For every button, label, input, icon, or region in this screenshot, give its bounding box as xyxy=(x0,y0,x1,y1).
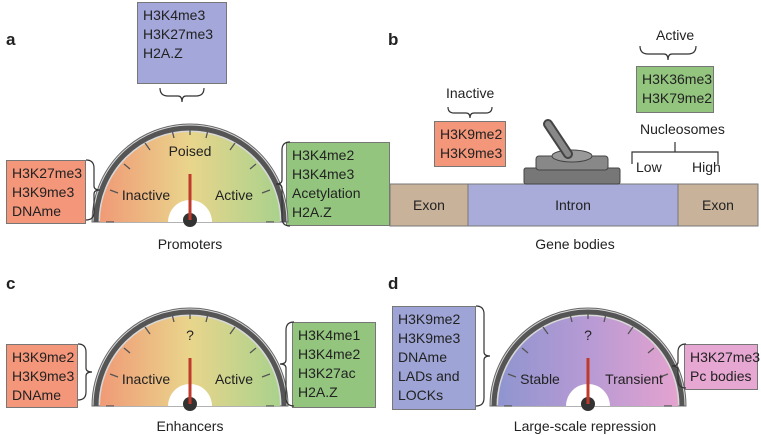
gauge-left-label: Stable xyxy=(520,371,560,387)
exon-left-label: Exon xyxy=(413,197,445,213)
active-label: Active xyxy=(656,27,695,43)
mark: H3K4me3 xyxy=(143,7,206,23)
mark: H2A.Z xyxy=(292,204,332,220)
mark: DNAme xyxy=(398,349,448,365)
gauge-right-label: Active xyxy=(214,187,254,203)
gauge-left-label: Inactive xyxy=(121,371,171,387)
mark: H2A.Z xyxy=(143,45,183,61)
gauge-top-label: Poised xyxy=(168,143,212,159)
gauge-right-label: Active xyxy=(214,371,254,387)
panel-letter-b: b xyxy=(388,30,399,49)
enhancers-caption: Enhancers xyxy=(156,418,224,434)
intron-label: Intron xyxy=(555,197,591,213)
mark: H3K9me3 xyxy=(440,145,503,161)
mark: H3K9me2 xyxy=(398,311,461,327)
high-label: High xyxy=(692,159,721,175)
panel-letter-c: c xyxy=(6,274,16,293)
mark: H2A.Z xyxy=(298,384,338,400)
inactive-label: Inactive xyxy=(446,85,495,101)
mark: H3K79me2 xyxy=(642,90,713,106)
mark: H3K4me1 xyxy=(298,327,361,343)
mark: H3K9me3 xyxy=(12,368,75,384)
mark: DNAme xyxy=(12,387,62,403)
mark: DNAme xyxy=(12,203,62,219)
gauge-right-label: Transient xyxy=(605,371,663,387)
mark: H3K27me3 xyxy=(12,165,83,181)
gene-bodies-caption: Gene bodies xyxy=(535,236,615,252)
mark: H3K4me2 xyxy=(292,147,355,163)
gauge-top-label: ? xyxy=(186,327,194,343)
large-scale-repression-caption: Large-scale repression xyxy=(513,418,657,434)
mark: H3K9me3 xyxy=(12,184,75,200)
mark: H3K27ac xyxy=(298,365,356,381)
mark: Acetylation xyxy=(292,185,361,201)
mark: H3K27me3 xyxy=(143,26,214,42)
mark: Pc bodies xyxy=(690,368,752,384)
exon-right-label: Exon xyxy=(702,197,734,213)
mark: H3K36me3 xyxy=(642,71,713,87)
low-label: Low xyxy=(636,159,662,175)
mark: H3K4me3 xyxy=(292,166,355,182)
mark: H3K27me3 xyxy=(690,349,761,365)
panel-letter-a: a xyxy=(6,30,16,49)
mark: H3K4me2 xyxy=(298,346,361,362)
promoters-caption: Promoters xyxy=(157,236,223,252)
mark: LADs and xyxy=(398,368,460,384)
gauge-left-label: Inactive xyxy=(121,187,171,203)
mark: LOCKs xyxy=(398,387,444,403)
panel-letter-d: d xyxy=(388,274,399,293)
mark: H3K9me3 xyxy=(398,330,461,346)
nucleosomes-label: Nucleosomes xyxy=(640,121,725,137)
gauge-top-label: ? xyxy=(584,327,592,343)
mark: H3K9me2 xyxy=(12,349,75,365)
mark: H3K9me2 xyxy=(440,126,503,142)
